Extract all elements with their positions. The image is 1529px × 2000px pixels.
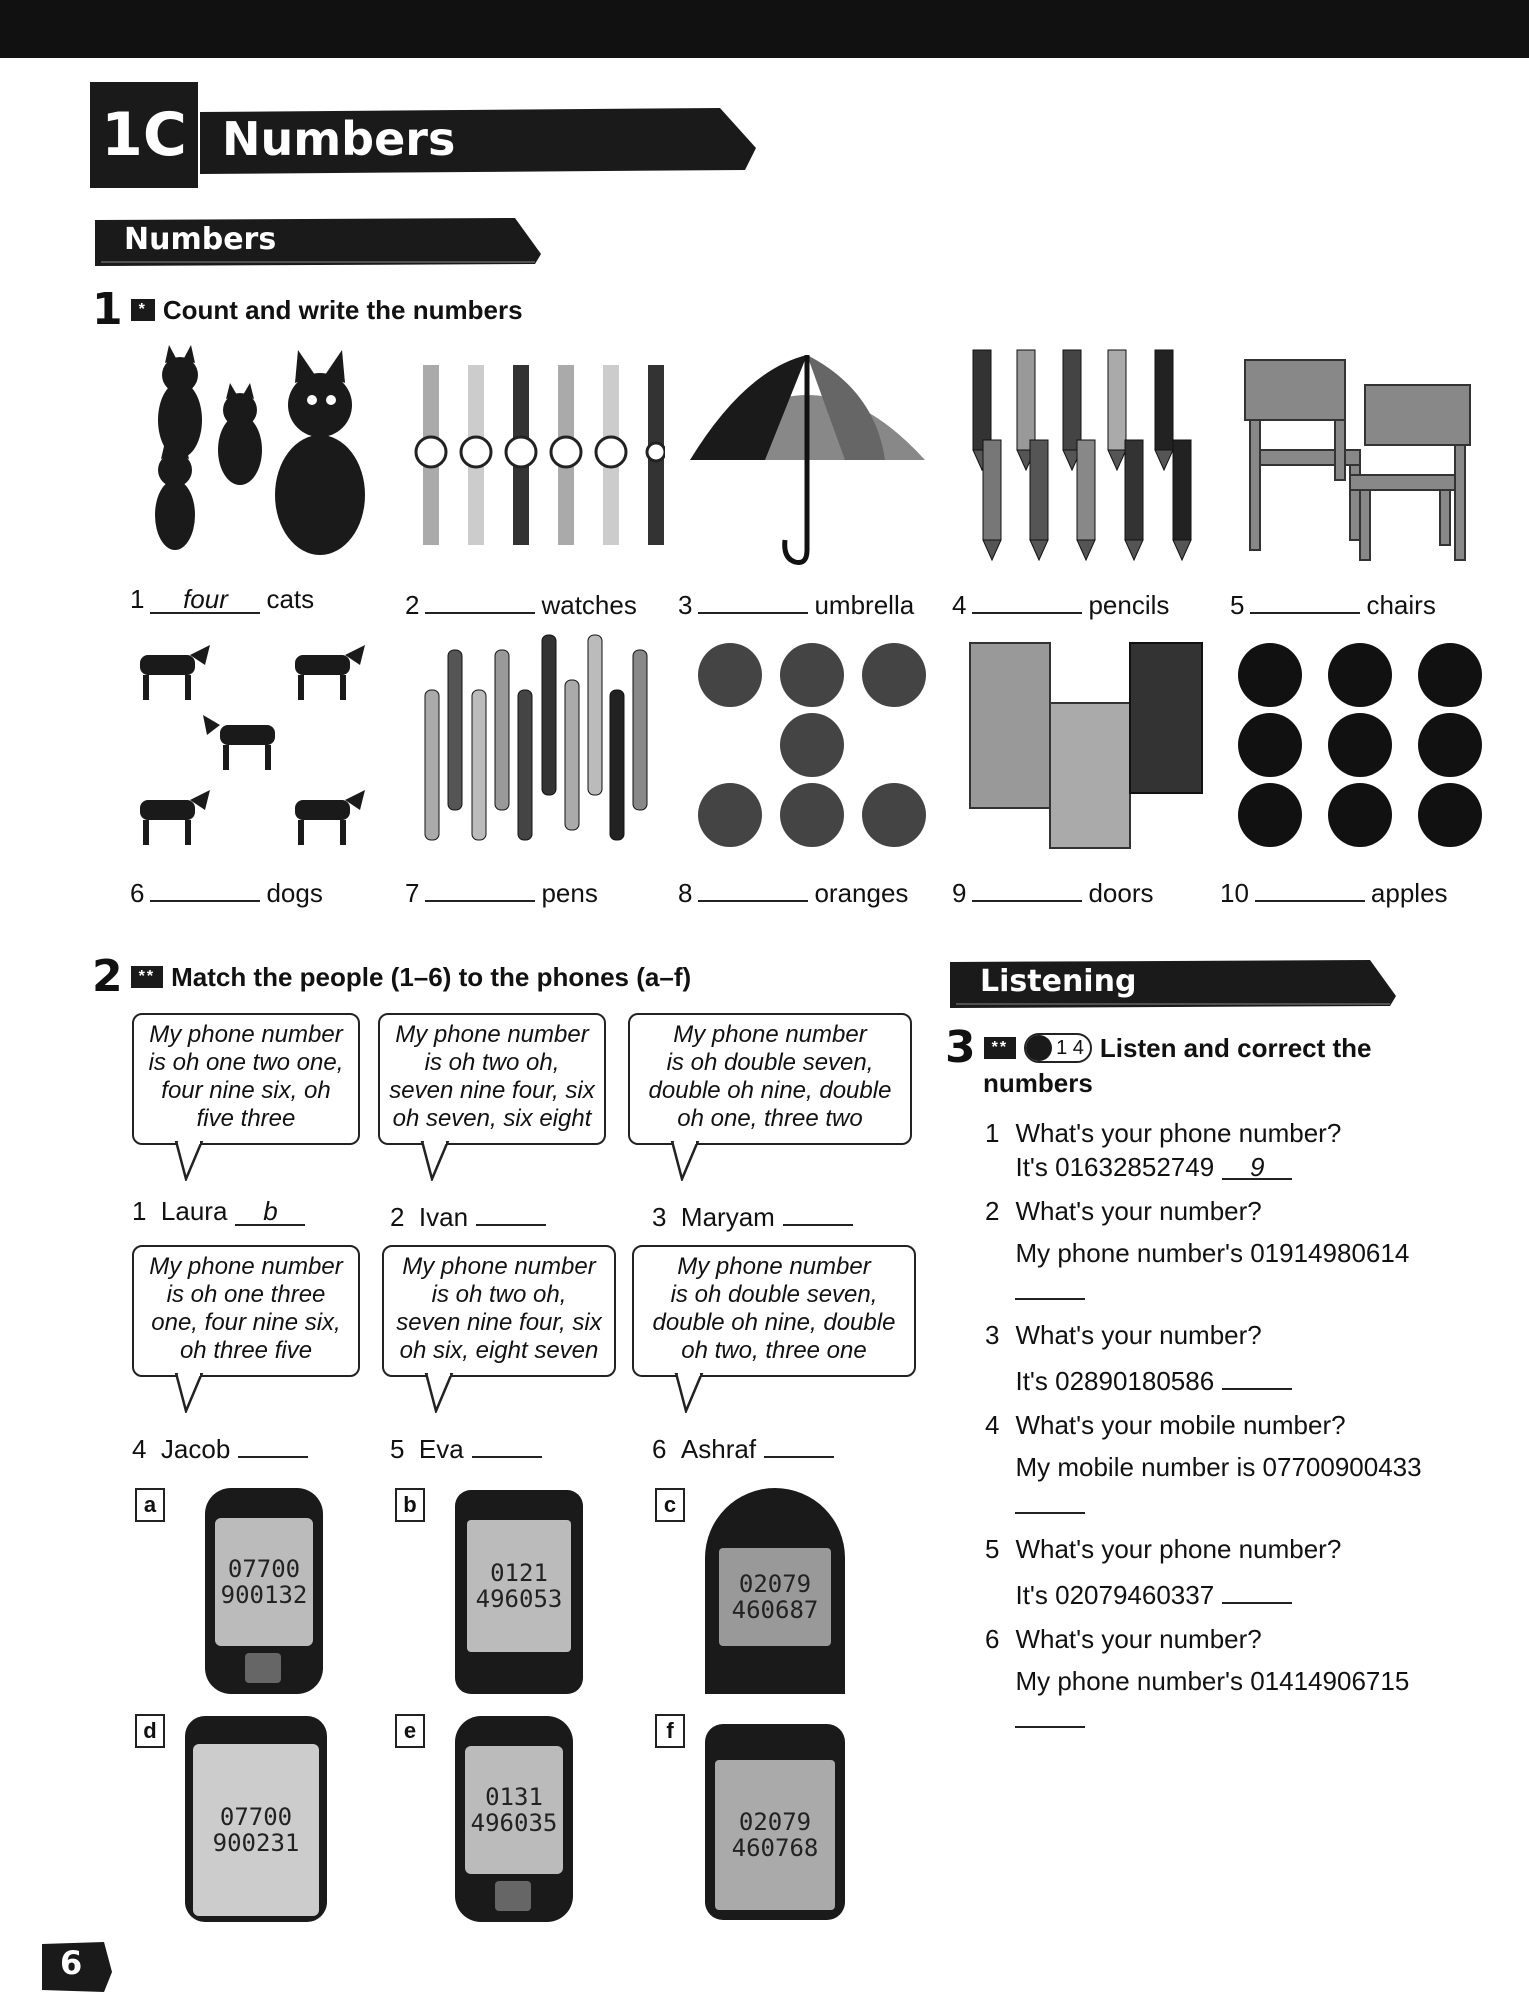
phone-letter-e: e (395, 1714, 425, 1748)
question-number: 4 (985, 1410, 1000, 1440)
person-number: 6 (652, 1434, 667, 1464)
bubble-line: My phone number (395, 1021, 589, 1048)
item-number: 7 (405, 878, 420, 908)
phone-number-line: 0131 (485, 1783, 543, 1811)
question-list (985, 1116, 1465, 1746)
phone-number-line: 900132 (220, 1581, 308, 1609)
person-name: Maryam (680, 1202, 775, 1232)
page-number: 6 (60, 1944, 83, 1982)
answer-blank[interactable] (472, 1428, 542, 1458)
answer-blank[interactable] (1250, 584, 1360, 614)
exercise-number: 2 (92, 951, 123, 1002)
item-8 (678, 872, 908, 909)
phone-number-line: 460768 (731, 1834, 819, 1862)
item-word: pens (541, 878, 598, 908)
answer-text: My phone number's 01914980614 (1015, 1238, 1410, 1268)
answer-text: It's 02079460337 (1015, 1580, 1215, 1610)
phone-keypad (495, 1881, 531, 1911)
bubble-line: is oh double seven, (670, 1281, 878, 1308)
exercise-instruction: Listen and correct the (1099, 1032, 1372, 1063)
person-name: Eva (418, 1434, 464, 1464)
item-10 (1220, 872, 1448, 909)
phone-number-line: 02079 (738, 1808, 812, 1836)
item-word: chairs (1366, 590, 1436, 620)
chairs-image (1240, 350, 1480, 565)
item-3 (678, 584, 914, 621)
person-name: Ashraf (680, 1434, 757, 1464)
item-number: 4 (952, 590, 967, 620)
question-3 (985, 1318, 1465, 1398)
oranges-image (690, 640, 930, 850)
answer-blank[interactable] (150, 872, 260, 902)
answer-blank[interactable]: 9 (1222, 1150, 1292, 1180)
question-5 (985, 1532, 1465, 1612)
question-4 (985, 1408, 1465, 1522)
bubble-line: My phone number (677, 1253, 871, 1280)
answer-blank[interactable] (698, 584, 808, 614)
phone-letter-a: a (135, 1488, 165, 1522)
item-6 (130, 872, 323, 909)
answer-blank[interactable] (425, 584, 535, 614)
bubble-line: is oh one three (166, 1281, 326, 1308)
bubble-line: seven nine four, six (389, 1077, 595, 1104)
speech-bubble (132, 1013, 360, 1145)
top-bar (0, 0, 1529, 58)
item-9 (952, 872, 1154, 909)
answer-blank[interactable] (1015, 1698, 1085, 1728)
answer-text: My mobile number is 07700900433 (1015, 1452, 1422, 1482)
bubble-line: oh one, three two (677, 1105, 863, 1132)
item-number: 3 (678, 590, 693, 620)
person-name: Jacob (160, 1434, 231, 1464)
phone-number-line: 07700 (219, 1803, 293, 1831)
bubble-line: one, four nine six, (151, 1309, 341, 1336)
difficulty-stars: * (131, 299, 155, 321)
phone-d[interactable] (185, 1716, 327, 1922)
bubble-line: is oh two oh, (431, 1281, 567, 1308)
section-title-numbers: Numbers (124, 222, 277, 257)
answer-blank[interactable] (972, 584, 1082, 614)
pens-image (420, 630, 655, 855)
umbrella-image (685, 350, 930, 565)
speech-bubble (378, 1013, 606, 1145)
phone-number-line: 496053 (475, 1585, 563, 1613)
phone-letter-b: b (395, 1488, 425, 1522)
answer-text: My phone number's 01414906715 (1015, 1666, 1410, 1696)
speech-bubble (132, 1245, 360, 1377)
person-number: 5 (390, 1434, 405, 1464)
answer-blank[interactable] (1255, 872, 1365, 902)
question-1 (985, 1116, 1465, 1184)
phone-f[interactable] (705, 1724, 845, 1920)
item-word: oranges (814, 878, 909, 908)
bubble-line: oh six, eight seven (399, 1337, 599, 1364)
answer-blank[interactable] (476, 1196, 546, 1226)
bubble-line: is oh double seven, (666, 1049, 874, 1076)
person-2 (390, 1196, 546, 1233)
question-text: What's your phone number? (1015, 1118, 1342, 1148)
phone-keypad (245, 1653, 281, 1683)
answer-blank[interactable] (698, 872, 808, 902)
person-name: Laura (160, 1196, 228, 1226)
bubble-line: double oh nine, double (652, 1309, 896, 1336)
cats-image (135, 345, 380, 560)
apples-image (1235, 640, 1485, 855)
item-word: watches (541, 590, 637, 620)
item-number: 8 (678, 878, 693, 908)
answer-blank[interactable] (425, 872, 535, 902)
exercise-instruction: Count and write the numbers (162, 294, 523, 325)
bubble-line: My phone number (149, 1021, 343, 1048)
answer-blank[interactable] (972, 872, 1082, 902)
bubble-line: seven nine four, six (396, 1309, 602, 1336)
person-number: 4 (132, 1434, 147, 1464)
question-number: 5 (985, 1534, 1000, 1564)
person-1 (132, 1196, 305, 1227)
item-2 (405, 584, 637, 621)
phone-letter-c: c (655, 1488, 685, 1522)
answer-text: It's 02890180586 (1015, 1366, 1215, 1396)
answer-blank[interactable] (1015, 1270, 1085, 1300)
bubble-line: oh seven, six eight (392, 1105, 592, 1132)
answer-blank[interactable]: b (235, 1196, 305, 1226)
person-5 (390, 1428, 542, 1465)
item-5 (1230, 584, 1436, 621)
question-2 (985, 1194, 1465, 1308)
question-6 (985, 1622, 1465, 1736)
person-name: Ivan (418, 1202, 469, 1232)
item-number: 10 (1220, 878, 1249, 908)
item-number: 9 (952, 878, 967, 908)
answer-blank[interactable] (764, 1428, 834, 1458)
speech-bubble (628, 1013, 912, 1145)
bubble-line: five three (196, 1105, 296, 1132)
question-number: 1 (985, 1118, 1000, 1148)
exercise1-header (92, 284, 523, 335)
phone-a[interactable] (205, 1488, 323, 1694)
difficulty-stars: ** (131, 966, 163, 988)
item-word: umbrella (814, 590, 915, 620)
doors-image (965, 638, 1205, 853)
phone-e[interactable] (455, 1716, 573, 1922)
item-number: 5 (1230, 590, 1245, 620)
answer-blank[interactable] (238, 1428, 308, 1458)
phone-number-line: 496035 (470, 1809, 558, 1837)
phone-number-line: 900231 (212, 1829, 300, 1857)
bubble-line: My phone number (402, 1253, 596, 1280)
person-number: 3 (652, 1202, 667, 1232)
item-1 (130, 584, 314, 615)
exercise-number: 3 (945, 1022, 976, 1073)
question-text: What's your number? (1015, 1320, 1262, 1350)
answer-blank[interactable] (1222, 1360, 1292, 1390)
phone-number-line: 0121 (490, 1559, 548, 1587)
item-number: 2 (405, 590, 420, 620)
bubble-line: four nine six, oh (161, 1077, 331, 1104)
item-number: 6 (130, 878, 145, 908)
bubble-line: My phone number (149, 1253, 343, 1280)
phone-number-line: 02079 (738, 1570, 812, 1598)
phone-number-line: 07700 (227, 1555, 301, 1583)
question-number: 3 (985, 1320, 1000, 1350)
person-6 (652, 1428, 834, 1465)
phone-b[interactable] (455, 1490, 583, 1694)
headphones-icon[interactable] (1024, 1033, 1092, 1063)
unit-number: 1C (90, 82, 198, 188)
exercise-instruction: Match the people (1–6) to the phones (a–f) (171, 961, 692, 992)
bubble-line: double oh nine, double (648, 1077, 892, 1104)
item-7 (405, 872, 598, 909)
phone-letter-f: f (655, 1714, 685, 1748)
exercise3-header (945, 1022, 1372, 1073)
item-word: dogs (266, 878, 323, 908)
item-word: pencils (1088, 590, 1170, 620)
watches-image (405, 360, 665, 555)
item-word: cats (266, 584, 315, 614)
exercise-number: 1 (92, 284, 123, 335)
page-title: Numbers (222, 112, 456, 166)
person-number: 2 (390, 1202, 405, 1232)
person-number: 1 (132, 1196, 147, 1226)
track-number: 1 4 (1056, 1036, 1084, 1059)
answer-blank[interactable] (1015, 1484, 1085, 1514)
item-4 (952, 584, 1169, 621)
question-text: What's your number? (1015, 1624, 1262, 1654)
bubble-line: is oh two oh, (424, 1049, 560, 1076)
question-text: What's your phone number? (1015, 1534, 1342, 1564)
bubble-line: My phone number (673, 1021, 867, 1048)
item-word: doors (1088, 878, 1154, 908)
person-4 (132, 1428, 308, 1465)
speech-bubble (632, 1245, 916, 1377)
answer-text: It's 01632852749 (1015, 1152, 1215, 1182)
phone-number-line: 460687 (731, 1596, 819, 1624)
difficulty-stars: ** (984, 1037, 1016, 1059)
person-3 (652, 1196, 853, 1233)
speech-bubble (382, 1245, 616, 1377)
answer-blank[interactable] (783, 1196, 853, 1226)
bubble-line: is oh one two one, (148, 1049, 344, 1076)
question-text: What's your mobile number? (1015, 1410, 1346, 1440)
exercise-instruction-cont: numbers (983, 1068, 1093, 1098)
question-text: What's your number? (1015, 1196, 1262, 1226)
phone-letter-d: d (135, 1714, 165, 1748)
item-number: 1 (130, 584, 145, 614)
pencils-image (965, 345, 1205, 565)
question-number: 2 (985, 1196, 1000, 1226)
bubble-line: oh two, three one (681, 1337, 867, 1364)
exercise2-header (92, 951, 692, 1002)
phone-c[interactable] (705, 1488, 845, 1694)
section-title-listening: Listening (980, 964, 1137, 999)
answer-blank[interactable]: four (150, 584, 260, 614)
dogs-image (135, 630, 380, 855)
item-word: apples (1370, 878, 1448, 908)
bubble-line: oh three five (179, 1337, 313, 1364)
answer-blank[interactable] (1222, 1574, 1292, 1604)
question-number: 6 (985, 1624, 1000, 1654)
